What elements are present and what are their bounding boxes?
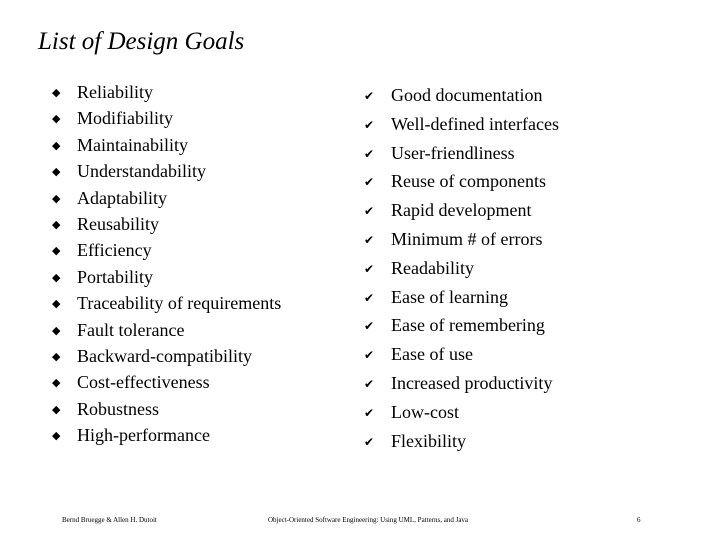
checkmark-bullet-icon: ✔ (364, 290, 375, 305)
checkmark-bullet-icon: ✔ (364, 434, 375, 449)
list-item-label: Reliability (77, 82, 153, 102)
list-item-label: Low-cost (391, 401, 459, 422)
diamond-bullet-icon: ◆ (52, 377, 61, 390)
list-item-label: Well-defined interfaces (391, 113, 559, 134)
list-item-label: Flexibility (391, 430, 467, 451)
footer-page-number: 6 (637, 516, 641, 524)
diamond-bullet-icon: ◆ (52, 403, 61, 416)
list-item-label: Increased productivity (391, 372, 553, 393)
list-item-label: User-friendliness (391, 142, 515, 163)
diamond-bullet-icon: ◆ (52, 139, 61, 152)
list-item-label: Ease of use (391, 344, 473, 365)
list-item-label: Traceability of requirements (77, 293, 282, 314)
checkmark-bullet-icon: ✔ (364, 232, 375, 247)
diamond-bullet-icon: ◆ (52, 113, 61, 126)
checkmark-bullet-icon: ✔ (364, 175, 375, 190)
checkmark-bullet-icon: ✔ (364, 261, 375, 276)
checkmark-bullet-icon: ✔ (364, 204, 375, 219)
list-item-label: Good documentation (391, 85, 543, 105)
list-item-label: Maintainability (77, 134, 188, 155)
list-item-label: Minimum # of errors (391, 228, 543, 249)
list-item-label: Efficiency (77, 240, 152, 261)
list-item-label: Readability (391, 257, 474, 278)
list-item-label: Ease of learning (391, 286, 508, 307)
list-item-label: Adaptability (77, 187, 167, 208)
list-item-label: Robustness (77, 398, 160, 419)
diamond-bullet-icon: ◆ (52, 271, 61, 284)
diamond-bullet-icon: ◆ (52, 218, 61, 231)
list-item-label: Rapid development (391, 200, 532, 221)
checkmark-bullet-icon: ✔ (364, 348, 375, 363)
list-item-label: Cost-effectiveness (77, 372, 210, 393)
diamond-bullet-icon: ◆ (52, 166, 61, 179)
checkmark-bullet-icon: ✔ (364, 146, 375, 161)
checkmark-bullet-icon: ✔ (364, 89, 375, 103)
list-item-label: High-performance (77, 425, 210, 446)
diamond-bullet-icon: ◆ (52, 192, 61, 205)
checkmark-bullet-icon: ✔ (364, 376, 375, 391)
list-item-label: Backward-compatibility (77, 345, 252, 366)
list-item-label: Fault tolerance (77, 319, 185, 340)
list-item-label: Ease of remembering (391, 315, 545, 336)
checkmark-bullet-icon: ✔ (364, 319, 375, 334)
list-item-label: Understandability (77, 161, 206, 182)
diamond-bullet-icon: ◆ (52, 324, 61, 337)
diamond-bullet-icon: ◆ (52, 430, 61, 443)
footer-book-title: Object-Oriented Software Engineering: Using UML, Patterns, and Java (268, 516, 469, 524)
diamond-bullet-icon: ◆ (52, 350, 61, 363)
list-item-label: Modifiability (77, 108, 173, 129)
list-item-label: Portability (77, 266, 153, 287)
diamond-bullet-icon: ◆ (52, 245, 61, 258)
checkmark-bullet-icon: ✔ (364, 405, 375, 420)
diamond-bullet-icon: ◆ (52, 87, 61, 99)
diamond-bullet-icon: ◆ (52, 298, 61, 311)
slide-title: List of Design Goals (38, 28, 245, 55)
list-item-label: Reuse of components (391, 171, 546, 192)
list-item-label: Reusability (77, 213, 159, 234)
checkmark-bullet-icon: ✔ (364, 117, 375, 132)
footer-authors: Bernd Bruegge & Allen H. Dutoit (62, 516, 157, 524)
